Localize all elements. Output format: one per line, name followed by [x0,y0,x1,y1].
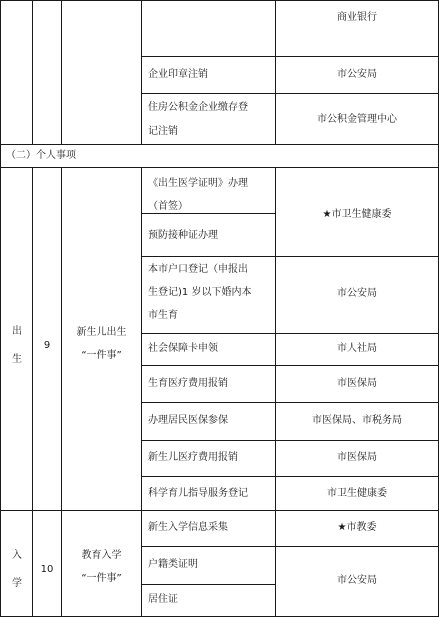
item-cell-line: 生登记)1 岁以下婚内本 [148,287,252,298]
dept-cell: 市公安局 [337,575,377,586]
rule [141,440,439,441]
dept-cell: 市卫生健康委 [327,488,387,499]
rule [141,365,439,366]
item-cell-line: （首签） [148,201,188,212]
item-cell: 预防接种证办理 [148,230,218,241]
dept-cell: ★市卫生健康委 [322,209,392,220]
group-name-line: 新生儿出生 [76,327,127,338]
rule [0,144,439,145]
item-cell: 办理居民医保参保 [148,415,228,426]
item-cell: 生育医疗费用报销 [148,378,228,389]
dept-cell: 市医保局 [337,378,377,389]
rule [141,402,439,403]
category-char: 学 [12,578,22,589]
rule [0,167,439,168]
rule [141,476,439,477]
category-char: 入 [12,550,22,561]
dept-cell: 市公安局 [337,69,377,80]
rule [32,167,33,617]
item-number: 9 [43,340,51,351]
item-cell-line: 市生育 [148,310,178,321]
rule [141,546,439,547]
rule [141,256,439,257]
rule [141,0,142,145]
rule [141,584,275,585]
item-cell-line: 记注销 [148,126,178,137]
category-char: 生 [12,354,22,365]
item-cell: 居住证 [148,594,178,605]
rule [0,510,439,511]
dept-cell: 市医保局 [337,452,377,463]
rule [275,167,276,617]
category-char: 出 [12,326,22,337]
group-name-line: 教育入学 [81,550,122,561]
rule [0,616,439,617]
rule [141,93,439,94]
item-cell: 新生入学信息采集 [148,522,228,533]
rule [32,0,33,145]
item-cell: 企业印章注销 [148,69,208,80]
item-cell: 新生儿医疗费用报销 [148,452,238,463]
dept-cell: 市医保局、市税务局 [312,415,402,426]
dept-cell: 商业银行 [337,12,377,23]
item-cell-line: 《出生医学证明》办理 [148,178,248,189]
item-cell-line: 本市户口登记（申报出 [148,264,248,275]
rule [141,56,439,57]
rule [0,0,1,617]
group-name-line: “一件事” [81,573,122,584]
dept-cell: 市公积金管理中心 [317,114,397,125]
rule [141,213,275,214]
rule [141,167,142,617]
dept-cell: 市人社局 [337,343,377,354]
rule [61,0,62,145]
item-number: 10 [40,564,54,575]
dept-cell: 市公安局 [337,288,377,299]
item-cell-line: 住房公积金企业缴存登 [148,102,248,113]
section-title: （二）个人事项 [6,150,76,161]
item-cell: 社会保障卡申领 [148,343,218,354]
rule [0,0,439,1]
rule [141,333,439,334]
group-name-line: “一件事” [81,350,122,361]
dept-cell: ★市教委 [337,522,377,533]
item-cell: 科学育儿指导服务登记 [148,488,248,499]
item-cell: 户籍类证明 [148,559,198,570]
